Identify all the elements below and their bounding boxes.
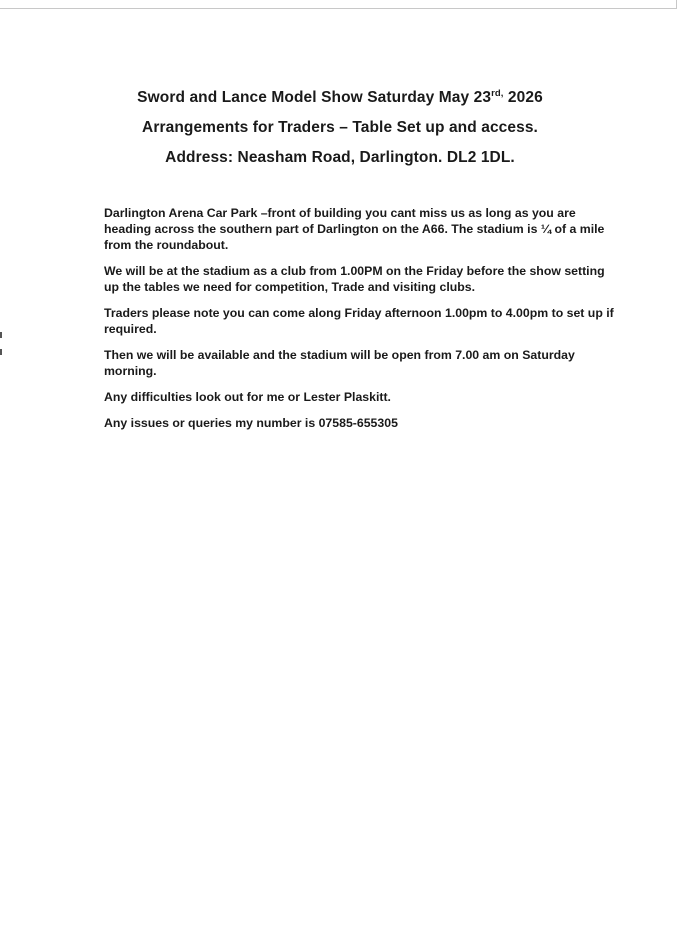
scan-mark (0, 349, 2, 355)
document-body (104, 205, 619, 441)
paragraph-directions: Darlington Arena Car Park –front of building you cant miss us as long as you are heading across the southern part of Darlington on the A66. The stadium is ¼ of a mile from the roundabout. (104, 206, 605, 252)
paragraph-phone-number: Any issues or queries my number is 07585-655305 (104, 416, 398, 430)
scan-border-top (0, 8, 676, 9)
paragraph-trader-setup-times: Traders please note you can come along Friday afternoon 1.00pm to 4.00pm to set up if required. (104, 306, 614, 336)
paragraph-contact-people: Any difficulties look out for me or Lester Plaskitt. (104, 390, 391, 404)
title-year: 2026 (503, 89, 543, 106)
title-ordinal-suffix: rd, (491, 88, 504, 99)
paragraph-friday-setup: We will be at the stadium as a club from 1.00PM on the Friday before the show setting up the tables we need for competition, Trade and visiting clubs. (104, 264, 605, 294)
document-title (60, 89, 620, 107)
paragraph-saturday-opening: Then we will be available and the stadium will be open from 7.00 am on Saturday morning. (104, 348, 575, 378)
scan-border-corner (676, 0, 677, 9)
title-main: Sword and Lance Model Show Saturday May 23 (137, 89, 492, 106)
document-subtitle: Arrangements for Traders – Table Set up and access. (142, 119, 538, 136)
scan-mark (0, 332, 2, 338)
venue-address: Address: Neasham Road, Darlington. DL2 1DL. (165, 149, 515, 166)
